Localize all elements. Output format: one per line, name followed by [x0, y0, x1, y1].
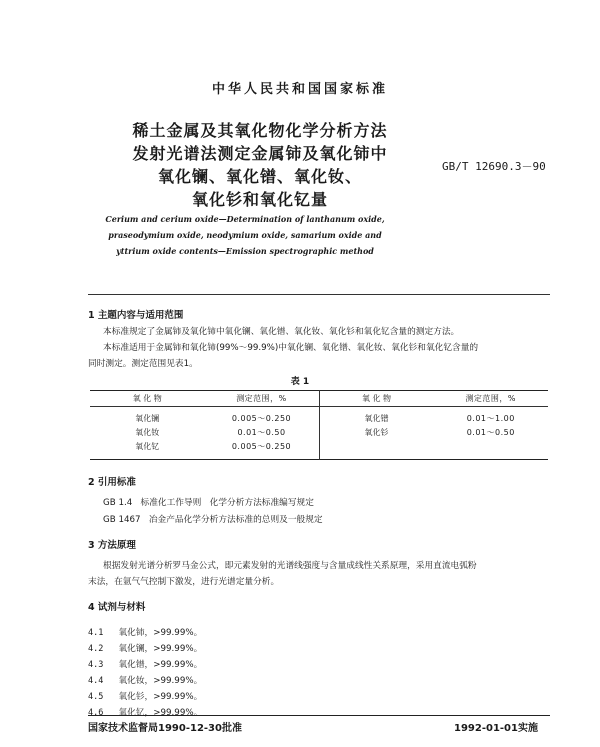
- approval-date: 国家技术监督局1990-12-30批准: [88, 723, 242, 734]
- list-item-number: 4.1: [88, 628, 104, 638]
- section-1-paragraph-2-line-2: 同时测定。测定范围见表1。: [88, 359, 198, 369]
- section-2-heading: 2 引用标准: [88, 477, 136, 488]
- section-1-paragraph-2-line-1: 本标准适用于金属铈和氧化铈(99%～99.9%)中氧化镧、氧化镨、氧化钕、氧化钐和氧化钇含量的: [103, 343, 479, 353]
- title-line-4: 氧化钐和氧化钇量: [191, 190, 328, 209]
- table-cell: 氧化钐: [364, 428, 389, 437]
- national-standard-heading: 中华人民共和国国家标准: [211, 82, 388, 97]
- reference-item: GB 1467 冶金产品化学分析方法标准的总则及一般规定: [103, 515, 323, 525]
- table-cell: 0.01～0.50: [205, 425, 320, 439]
- english-title-line-1: Cerium and cerium oxide—Determination of lanthanum oxide,: [105, 214, 385, 224]
- list-item-number: 4.5: [88, 692, 104, 702]
- section-4-heading: 4 试剂与材料: [88, 602, 146, 613]
- table-cell: 氧化镨: [364, 414, 389, 423]
- list-item-text: 氧化钐，>99.99%。: [118, 692, 203, 702]
- english-title-line-3: yttrium oxide contents—Emission spectrographic method: [116, 246, 374, 256]
- table-cell: [319, 439, 434, 460]
- table-cell: 0.005～0.250: [205, 407, 320, 426]
- footer-divider: [88, 715, 550, 716]
- table-cell: [434, 439, 549, 460]
- table-caption: 表 1: [290, 377, 310, 387]
- table-cell: 氧化钕: [135, 428, 160, 437]
- title-line-3: 氧化镧、氧化镨、氧化钕、: [157, 167, 362, 186]
- table-header-range-2: 测定范围，%: [434, 391, 549, 407]
- title-line-2: 发射光谱法测定金属铈及氧化铈中: [132, 144, 388, 163]
- list-item-text: 氧化镨，>99.99%。: [118, 660, 203, 670]
- table-header-range-1: 测定范围，%: [205, 391, 320, 407]
- effective-date: 1992-01-01实施: [454, 723, 538, 734]
- table-header-oxide-1: 氧 化 物: [90, 391, 205, 407]
- english-title-line-2: praseodymium oxide, neodymium oxide, samarium oxide and: [108, 230, 382, 240]
- standard-code: GB/T 12690.3－90: [442, 160, 546, 173]
- table-cell: 0.01～1.00: [466, 414, 515, 423]
- list-item-text: 氧化镧，>99.99%。: [118, 644, 203, 654]
- header-divider: [88, 294, 550, 295]
- list-item: [88, 700, 202, 719]
- list-item-text: 氧化钇，>99.99%。: [118, 708, 203, 718]
- title-line-1: 稀土金属及其氧化物化学分析方法: [132, 121, 388, 140]
- reference-item: GB 1.4 标准化工作导则 化学分析方法标准编写规定: [103, 498, 314, 508]
- table-cell: 氧化镧: [135, 414, 160, 423]
- section-3-line-1: 根据发射光谱分析罗马金公式，即元素发射的光谱线强度与含量成线性关系原理，采用直流电弧粉: [103, 561, 477, 571]
- table-cell: 0.01～0.50: [466, 428, 515, 437]
- table-header-oxide-2: 氧 化 物: [319, 391, 434, 407]
- section-1-heading: 1 主题内容与适用范围: [88, 310, 184, 321]
- table-cell: 0.005～0.250: [205, 439, 320, 460]
- list-item-text: 氧化钕，>99.99%。: [118, 676, 203, 686]
- list-item-number: 4.2: [88, 644, 104, 654]
- list-item-number: 4.4: [88, 676, 104, 686]
- section-3-line-2: 末法，在氩气气控制下激发，进行光谱定量分析。: [88, 577, 280, 587]
- list-item-number: 4.3: [88, 660, 104, 670]
- table-measurement-ranges: [90, 390, 548, 460]
- list-item-text: 氧化铈，>99.99%。: [118, 628, 203, 638]
- table-cell: 氧化钇: [135, 442, 160, 451]
- section-3-heading: 3 方法原理: [88, 540, 136, 551]
- section-1-paragraph-1: 本标准规定了金属铈及氧化铈中氧化镧、氧化镨、氧化钕、氧化钐和氧化钇含量的测定方法。: [103, 327, 460, 337]
- list-item-number: 4.6: [88, 708, 104, 718]
